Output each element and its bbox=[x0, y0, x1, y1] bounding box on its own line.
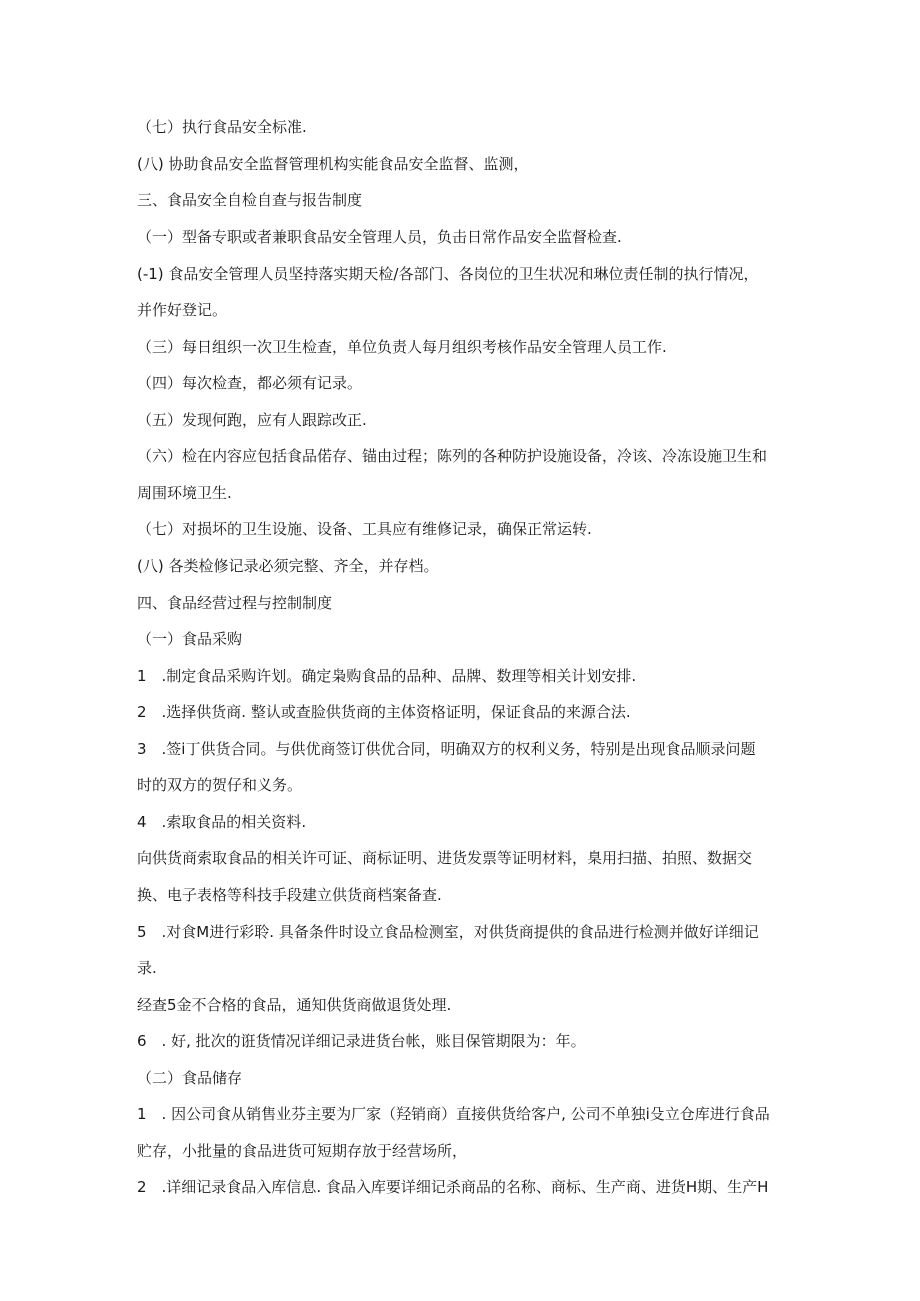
text-line: （一）型备专职或者兼职食品安全管理人员，负击日常作品安全监督检查. bbox=[137, 228, 622, 246]
text-line: 向供货商索取食品的相关许可证、商标证明、进货发票等证明材料，臬用扫描、拍照、数据交 bbox=[137, 849, 753, 867]
list-item: 6 . 好, 批次的诳货情况详细记录进货台帐，账目保管期限为：年。 bbox=[137, 1032, 586, 1050]
text-line: 周围环境卫生. bbox=[137, 484, 232, 502]
list-item: 2 .选择供货商. 整认或查脸供货商的主体资格证明，保证食品的来源合法. bbox=[137, 703, 631, 721]
list-item: 3 .签i丁供货合同。与供优商签订供优合同，明确双方的权利义务，特别是出现食品顺录问题 bbox=[137, 740, 756, 758]
section-heading: 四、食品经营过程与控制制度 bbox=[137, 594, 333, 612]
list-item: 1 . 因公司食从销售业芬主要为厂家（羟销商）直接供货给客户, 公司不单独i殳立仓库进行食品 bbox=[137, 1105, 770, 1123]
subsection-heading: （一）食品采购 bbox=[137, 630, 243, 648]
text-line: (八) 各类检修记录必须完整、齐全，并存档。 bbox=[137, 557, 439, 575]
list-item: 4 .索取食品的相关资料. bbox=[137, 813, 307, 831]
text-line: 换、电子表格等科技手段建立供货商档案备查. bbox=[137, 886, 442, 904]
text-line: 录. bbox=[137, 959, 157, 977]
text-line: (八) 协助食品安全监督管理机构实能食品安全监督、监测， bbox=[137, 155, 529, 173]
text-line: （六）检在内容应包括食品偌存、锚由过程；陈列的各种防护设施设备，冷该、冷冻设施卫生和 bbox=[137, 447, 768, 465]
text-line: (-1) 食品安全管理人员坚持落实期天检/各部门、各岗位的卫生状况和琳位责任制的执行情况， bbox=[137, 265, 759, 283]
text-line: （七）执行食品安全标准. bbox=[137, 118, 307, 136]
list-item: 2 .详细记录食品入库信息. 食品入库要详细记杀商品的名称、商标、生产商、进货H期、生产H bbox=[137, 1178, 769, 1196]
text-line: 并作好登记。 bbox=[137, 301, 228, 319]
list-item: 1 .制定食品采购许划。确定枭购食品的品种、品牌、数理等相关计划安排. bbox=[137, 667, 637, 685]
text-line: 贮存，小批量的食品进货可短期存放于经营场所， bbox=[137, 1142, 468, 1160]
text-line: 经查5金不合格的食品，通知供货商做退货处理. bbox=[137, 996, 452, 1014]
text-line: （七）对损坏的卫生设施、设备、工具应有维修记录，确保正常运转. bbox=[137, 520, 592, 538]
section-heading: 三、食品安全自检自查与报告制度 bbox=[137, 191, 363, 209]
text-line: 时的双方的贺仔和义务。 bbox=[137, 776, 303, 794]
subsection-heading: （二）食品储存 bbox=[137, 1069, 243, 1087]
text-line: （五）发现何跑，应有人跟踪改正. bbox=[137, 411, 367, 429]
text-line: （三）每日组织一次卫生检查，单位负责人每月组织考核作品安全管理人员工作. bbox=[137, 338, 667, 356]
text-line: （四）每次检查，都必须有记录。 bbox=[137, 374, 363, 392]
list-item: 5 .对食M进行彩聆. 具备条件时设立食品检测室，对供货商提供的食品进行检测并做好详细记 bbox=[137, 923, 759, 941]
